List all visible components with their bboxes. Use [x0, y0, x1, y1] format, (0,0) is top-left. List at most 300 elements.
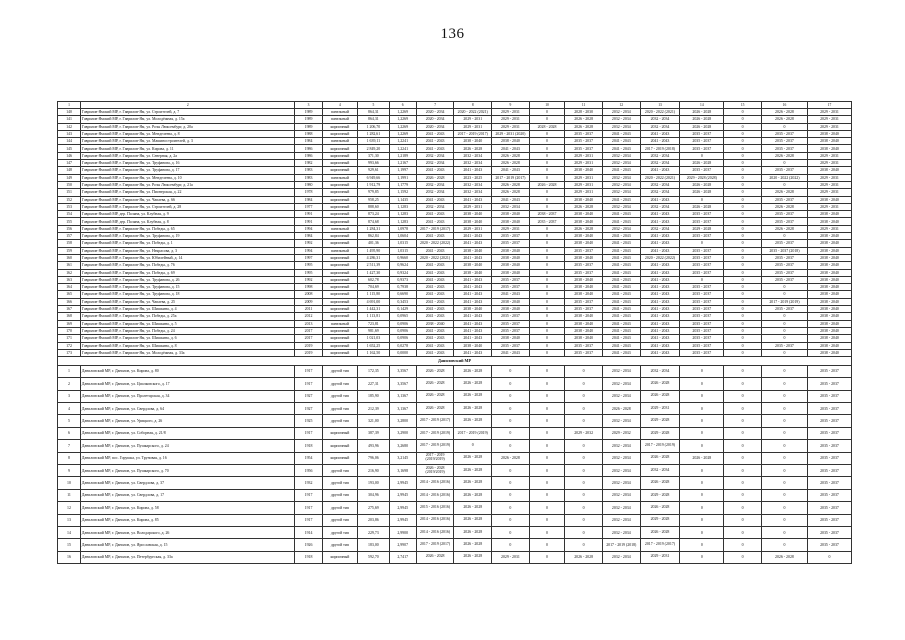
table-cell: 0,9324: [389, 269, 416, 276]
table-cell: 1984: [295, 196, 322, 203]
table-cell: 1 162,50: [358, 349, 389, 356]
table-row: [58, 465, 852, 477]
table-cell: 2035 - 2037: [807, 390, 851, 402]
table-cell: 146: [58, 152, 81, 159]
table-cell: 2017 - 2019 (2019): [640, 440, 680, 452]
table-cell: 1980: [295, 181, 322, 188]
table-cell: 0: [529, 440, 565, 452]
table-cell: 2035 - 2037: [492, 284, 530, 291]
table-cell: 2035 - 2037: [761, 254, 807, 261]
table-cell: 153: [58, 203, 81, 210]
table-cell: кирпичный: [322, 306, 358, 313]
table-row: [58, 291, 852, 298]
table-cell: 2017 - 2019 (2017): [416, 225, 454, 232]
table-cell: 2041 - 2043: [416, 196, 454, 203]
table-cell: 0: [761, 160, 807, 167]
table-cell: 2029 - 2031: [807, 203, 851, 210]
table-cell: 2038 - 2040: [807, 269, 851, 276]
table-cell: 2032 - 2034: [602, 203, 640, 210]
table-cell: другой тип: [322, 465, 358, 477]
table-cell: 2041 - 2043: [640, 138, 680, 145]
table-cell: 0: [529, 427, 565, 439]
table-row: [58, 427, 852, 439]
table-cell: 0,0906: [389, 320, 416, 327]
table-cell: 0: [761, 427, 807, 439]
table-cell: 2038 - 2040: [807, 167, 851, 174]
table-cell: 149: [58, 174, 81, 181]
table-cell: 2041 - 2043: [602, 145, 640, 152]
table-cell: 0: [565, 465, 603, 477]
table-cell: 2032 - 2034: [640, 225, 680, 232]
table-cell: 2029 - 2031: [454, 116, 492, 123]
table-cell: 2026 - 2028: [761, 203, 807, 210]
table-cell: панельный: [322, 225, 358, 232]
table-cell: 2026 - 2028: [454, 365, 492, 377]
table-cell: 2020 - 2022 (2022): [416, 240, 454, 247]
table-cell: 162: [58, 269, 81, 276]
table-cell: 2032 - 2034: [640, 189, 680, 196]
table-cell: 0,9660: [389, 254, 416, 261]
table-cell: 3,2900: [389, 427, 416, 439]
table-cell: 2026 - 2028: [680, 123, 724, 130]
table-cell: 1,0315: [389, 240, 416, 247]
table-cell: 0: [680, 390, 724, 402]
table-cell: 2041 - 2043: [602, 298, 640, 305]
table-cell: 172,35: [358, 365, 389, 377]
table-row: [58, 247, 852, 254]
table-cell: 0: [761, 489, 807, 501]
table-cell: 2 511,39: [358, 262, 389, 269]
table-cell: 2026 - 2028: [454, 452, 492, 464]
table-cell: 2041 - 2043: [416, 349, 454, 356]
table-cell: 0,0906: [389, 327, 416, 334]
table-cell: 0: [529, 145, 565, 152]
table-cell: 0: [680, 365, 724, 377]
table-cell: 0: [492, 465, 530, 477]
table-cell: 2014 - 2016 (2016): [416, 514, 454, 526]
table-cell: 2041 - 2043: [602, 233, 640, 240]
table-cell: 864,31: [358, 116, 389, 123]
table-cell: 2035 - 2037: [680, 247, 724, 254]
table-cell: 0: [724, 489, 762, 501]
table-cell: 141: [58, 116, 81, 123]
table-cell: 0: [761, 291, 807, 298]
table-cell: 2026 - 2028: [492, 160, 530, 167]
address-cell: Гаврилов-Ямский МР, г. Гаврилов-Ям, ул. Победы, д. 25а: [81, 313, 295, 320]
table-cell: 1989: [295, 116, 322, 123]
table-cell: 602,78: [358, 276, 389, 283]
table-cell: 1927: [295, 390, 322, 402]
table-cell: 2041 - 2043: [416, 269, 454, 276]
table-cell: 11: [58, 489, 81, 501]
table-cell: 2032 - 2034: [602, 477, 640, 489]
table-cell: кирпичный: [322, 427, 358, 439]
table-cell: панельный: [322, 247, 358, 254]
table-row: [58, 152, 852, 159]
table-cell: кирпичный: [322, 335, 358, 342]
table-cell: другой тип: [322, 477, 358, 489]
table-cell: 2041 - 2043: [492, 196, 530, 203]
table-cell: 1 495,90: [358, 247, 389, 254]
table-cell: 2020 - 2022 (2021): [640, 109, 680, 116]
table-cell: 0: [724, 390, 762, 402]
table-cell: 2032 - 2034: [602, 390, 640, 402]
table-cell: 2032 - 2034: [602, 489, 640, 501]
table-cell: 2041 - 2043: [640, 335, 680, 342]
table-cell: 0: [529, 291, 565, 298]
table-cell: 0: [529, 160, 565, 167]
table-cell: 2038 - 2040: [565, 211, 603, 218]
table-cell: 2038 - 2040: [807, 138, 851, 145]
table-row: [58, 167, 852, 174]
table-cell: другой тип: [322, 502, 358, 514]
table-cell: 2 849,20: [358, 145, 389, 152]
table-cell: 2032 - 2034: [602, 465, 640, 477]
table-cell: 0: [529, 109, 565, 116]
table-cell: 1,2189: [389, 152, 416, 159]
table-cell: 723,81: [358, 320, 389, 327]
table-cell: 2041 - 2043: [640, 298, 680, 305]
table-cell: 2038 - 2040: [454, 211, 492, 218]
table-row: [58, 211, 852, 218]
table-cell: 5: [58, 415, 81, 427]
table-cell: 2026 - 2028: [454, 378, 492, 390]
table-cell: 0: [529, 306, 565, 313]
table-cell: 2029 - 2031: [807, 116, 851, 123]
table-cell: 2041 - 2043: [640, 342, 680, 349]
table-cell: 1932: [295, 477, 322, 489]
table-cell: 0: [529, 269, 565, 276]
table-cell: 2029 - 2031: [492, 116, 530, 123]
table-cell: 592,70: [358, 551, 389, 563]
table-row: [58, 123, 852, 130]
table-cell: 3,3567: [389, 365, 416, 377]
table-cell: 0: [680, 415, 724, 427]
column-header: 12: [602, 102, 640, 109]
table-cell: 0: [680, 276, 724, 283]
table-cell: 2,7417: [389, 551, 416, 563]
table-cell: 0: [680, 477, 724, 489]
table-cell: 1983: [295, 167, 322, 174]
table-cell: 2032 - 2034: [602, 174, 640, 181]
table-cell: 2038 - 2040: [565, 335, 603, 342]
table-cell: 167: [58, 306, 81, 313]
table-row: [58, 254, 852, 261]
table-cell: 0: [565, 477, 603, 489]
table-cell: 2026 - 2028: [761, 109, 807, 116]
table-cell: 2026 - 2028: [454, 390, 492, 402]
table-cell: 371,30: [358, 152, 389, 159]
table-cell: 0: [761, 403, 807, 415]
table-cell: 873,24: [358, 211, 389, 218]
table-cell: 151: [58, 189, 81, 196]
table-cell: 10: [58, 477, 81, 489]
table-cell: кирпичный: [322, 130, 358, 137]
table-cell: 2020 - 2022 (2021): [454, 109, 492, 116]
table-cell: 2038 - 2040: [492, 247, 530, 254]
table-cell: 1918: [295, 551, 322, 563]
table-cell: 0: [529, 284, 565, 291]
column-header: 11: [565, 102, 603, 109]
table-cell: кирпичный: [322, 327, 358, 334]
table-cell: 0: [565, 440, 603, 452]
table-cell: 1977: [295, 203, 322, 210]
table-cell: 0: [529, 167, 565, 174]
table-cell: 2017 - 2019 (2019): [761, 298, 807, 305]
table-cell: 154: [58, 211, 81, 218]
table-cell: 2032 - 2034: [602, 123, 640, 130]
table-cell: 0: [529, 335, 565, 342]
column-header: 17: [807, 102, 851, 109]
table-cell: 164: [58, 284, 81, 291]
table-cell: 1,1592: [389, 189, 416, 196]
table-cell: 156: [58, 225, 81, 232]
table-cell: 2029 - 2028: [640, 514, 680, 526]
table-cell: 0: [492, 502, 530, 514]
table-cell: 0: [565, 539, 603, 551]
table-cell: 0: [529, 526, 565, 538]
table-cell: 0: [724, 342, 762, 349]
table-cell: 0: [565, 365, 603, 377]
table-cell: 1,2269: [389, 116, 416, 123]
address-cell: Гаврилов-Ямский МР, г. Гаврилов-Ям, ул. Труфанова, д. 26: [81, 276, 295, 283]
table-cell: 2041 - 2043: [602, 247, 640, 254]
table-cell: 0: [761, 327, 807, 334]
table-cell: 1,0315: [389, 247, 416, 254]
address-cell: Гаврилов-Ямский МР, г. Гаврилов-Ям, ул. Победы, д. 24: [81, 327, 295, 334]
table-cell: 0: [529, 225, 565, 232]
table-cell: 2032 - 2034: [602, 160, 640, 167]
table-cell: 2035 - 2037: [761, 342, 807, 349]
table-cell: 2011: [295, 306, 322, 313]
table-cell: 0,9624: [389, 262, 416, 269]
table-cell: 2038 - 2040: [807, 145, 851, 152]
table-cell: 2038 - 2040: [492, 306, 530, 313]
table-cell: 0: [492, 514, 530, 526]
table-cell: 2038 - 2040: [807, 313, 851, 320]
address-cell: Гаврилов-Ямский МР, г. Гаврилов-Ям, ул. Юбилейный, д. 14: [81, 254, 295, 261]
table-cell: кирпичный: [322, 145, 358, 152]
table-cell: 2026 - 2028: [454, 465, 492, 477]
table-cell: 0: [724, 181, 762, 188]
address-cell: Гаврилов-Ямский МР, г. Гаврилов-Ям, ул. Шишкина, д. 4: [81, 306, 295, 313]
table-cell: 3,1698: [389, 465, 416, 477]
table-cell: 993,66: [358, 160, 389, 167]
table-cell: 2008: [295, 291, 322, 298]
table-cell: 2038 - 2040: [807, 254, 851, 261]
table-cell: 9: [58, 465, 81, 477]
capital-repair-table: [57, 101, 852, 564]
table-cell: 2041 - 2043: [602, 211, 640, 218]
table-cell: 2029 - 2028: [640, 415, 680, 427]
table-cell: 2035 - 2037: [680, 262, 724, 269]
table-cell: 2026 - 2028: [454, 502, 492, 514]
table-cell: 0: [680, 196, 724, 203]
table-row: [58, 174, 852, 181]
address-cell: Гаврилов-Ямский МР, г. Гаврилов-Ям, ул. Шишкина, д. 8: [81, 342, 295, 349]
table-cell: 2026 - 2028: [761, 116, 807, 123]
table-cell: 2026 - 2028: [680, 109, 724, 116]
table-cell: 163: [58, 276, 81, 283]
table-cell: 155: [58, 218, 81, 225]
address-cell: Гаврилов-Ямский МР, г. Гаврилов-Ям, ул. Молодёжная, д. 33а: [81, 349, 295, 356]
table-cell: 0: [724, 174, 762, 181]
table-cell: 2041 - 2043: [640, 130, 680, 137]
table-cell: другой тип: [322, 403, 358, 415]
table-cell: 142: [58, 123, 81, 130]
table-cell: 2026 - 2028: [454, 551, 492, 563]
table-cell: 2035 - 2037: [807, 440, 851, 452]
table-cell: 2019: [295, 349, 322, 356]
table-cell: 2038 - 2040: [454, 306, 492, 313]
table-cell: 1,2241: [389, 138, 416, 145]
table-cell: 2026 - 2028: [529, 181, 565, 188]
table-cell: 1,2269: [389, 130, 416, 137]
table-cell: 0: [492, 365, 530, 377]
table-cell: 864,31: [358, 109, 389, 116]
table-cell: 2038 - 2040: [807, 349, 851, 356]
table-cell: 2032 - 2034: [454, 189, 492, 196]
table-cell: 0: [492, 415, 530, 427]
table-cell: 2041 - 2043: [602, 327, 640, 334]
table-cell: 2029 - 2031: [454, 203, 492, 210]
table-cell: 2026 - 2028: [680, 181, 724, 188]
table-row: [58, 276, 852, 283]
table-cell: 1989: [295, 123, 322, 130]
address-cell: Даниловский МР, г. Данилов, ул. Пушкарского, д. 24: [81, 440, 295, 452]
address-cell: Даниловский МР, г. Данилов, ул. Володарского, д. 26: [81, 526, 295, 538]
table-cell: кирпичный: [322, 211, 358, 218]
table-cell: 2041 - 2043: [416, 306, 454, 313]
table-cell: 0,0965: [389, 313, 416, 320]
table-cell: 1,1283: [389, 203, 416, 210]
table-cell: 2035 - 2037: [807, 365, 851, 377]
address-cell: Даниловский МР, г. Данилов, ул. Соборная, д. 21/8: [81, 427, 295, 439]
table-cell: 0: [761, 452, 807, 464]
table-cell: 161: [58, 262, 81, 269]
table-cell: 0: [761, 502, 807, 514]
table-cell: 2041 - 2043: [454, 349, 492, 356]
table-cell: 2020 - 2022 (2021): [640, 174, 680, 181]
table-cell: 1991: [295, 211, 322, 218]
table-cell: 2026 - 2028: [680, 116, 724, 123]
table-cell: кирпичный: [322, 298, 358, 305]
table-cell: 2041 - 2043: [416, 327, 454, 334]
section-title: Даниловский МР: [58, 357, 852, 366]
table-cell: 2038 - 2040: [807, 291, 851, 298]
column-header: 8: [454, 102, 492, 109]
table-cell: 2026 - 2028: [640, 526, 680, 538]
table-cell: 0: [724, 452, 762, 464]
table-cell: 2041 - 2043: [454, 320, 492, 327]
table-cell: 2041 - 2043: [640, 233, 680, 240]
table-cell: 4 691,00: [358, 298, 389, 305]
table-cell: 2041 - 2043: [454, 196, 492, 203]
table-cell: 0: [761, 335, 807, 342]
table-cell: 2041 - 2043: [602, 291, 640, 298]
table-cell: 2026 - 2028: [454, 415, 492, 427]
table-cell: другой тип: [322, 390, 358, 402]
table-cell: 2032 - 2034: [640, 203, 680, 210]
table-cell: 2038 - 2040: [807, 130, 851, 137]
table-cell: 3,2680: [389, 440, 416, 452]
table-cell: 2035 - 2037: [680, 342, 724, 349]
table-cell: 2038 - 2040: [565, 196, 603, 203]
table-cell: 172: [58, 342, 81, 349]
table-cell: 0,1429: [389, 306, 416, 313]
table-cell: 6 949,66: [358, 174, 389, 181]
table-cell: 0: [761, 390, 807, 402]
table-cell: 0: [492, 403, 530, 415]
table-cell: 493,96: [358, 440, 389, 452]
table-cell: 4: [58, 403, 81, 415]
table-cell: 2035 - 2037: [761, 145, 807, 152]
table-cell: 2041 - 2043: [640, 284, 680, 291]
table-cell: 0: [761, 378, 807, 390]
table-cell: 2,9907: [389, 539, 416, 551]
table-cell: 2035 - 2037: [492, 276, 530, 283]
table-header-row: [58, 102, 852, 109]
table-cell: 2: [58, 378, 81, 390]
table-cell: 2041 - 2043: [640, 262, 680, 269]
table-cell: 0: [761, 365, 807, 377]
table-cell: 2035 - 2037: [761, 218, 807, 225]
table-cell: 2035 - 2037: [680, 269, 724, 276]
table-cell: 2017 - 2019 (2019/2019): [416, 452, 454, 464]
table-cell: 2041 - 2043: [454, 276, 492, 283]
table-cell: 2032 - 2034: [416, 203, 454, 210]
table-cell: 0: [492, 427, 530, 439]
table-cell: 2035 - 2037: [680, 335, 724, 342]
table-cell: 2026 - 2028: [454, 539, 492, 551]
table-cell: 0: [724, 138, 762, 145]
table-cell: 2035 - 2037: [680, 138, 724, 145]
table-cell: 2041 - 2043: [416, 298, 454, 305]
table-cell: 2035 - 2037: [761, 211, 807, 218]
table-cell: 0: [724, 116, 762, 123]
table-cell: 0: [680, 427, 724, 439]
table-row: [58, 225, 852, 232]
table-cell: 2026 - 2028: [680, 203, 724, 210]
address-cell: Гаврилов-Ямский МР, г. Гаврилов-Ям, ул. Победы, д. 1: [81, 240, 295, 247]
table-cell: 2032 - 2034: [602, 526, 640, 538]
column-header: 1: [58, 102, 81, 109]
table-cell: 2041 - 2043: [416, 145, 454, 152]
table-cell: 2041 - 2043: [602, 138, 640, 145]
table-cell: 0: [565, 390, 603, 402]
table-cell: 0: [724, 477, 762, 489]
table-cell: 2032 - 2034: [602, 116, 640, 123]
table-cell: 2041 - 2043: [454, 298, 492, 305]
table-cell: 0: [680, 489, 724, 501]
address-cell: Даниловский МР, г. Данилов, ул. Кирова, д. 80: [81, 365, 295, 377]
table-cell: 0: [529, 130, 565, 137]
table-cell: 2038 - 2040: [454, 269, 492, 276]
table-cell: 2026 - 2028: [416, 551, 454, 563]
table-cell: 0: [529, 502, 565, 514]
table-cell: 2014 - 2016 (2016): [416, 489, 454, 501]
address-cell: Гаврилов-Ямский МР, г. Гаврилов-Ям, ул. Менделеева, д. 10: [81, 174, 295, 181]
table-cell: 2041 - 2043: [640, 211, 680, 218]
table-cell: 2041 - 2043: [492, 349, 530, 356]
table-cell: 1 427,30: [358, 269, 389, 276]
table-cell: 2038 - 2040: [807, 320, 851, 327]
table-cell: 1997: [295, 254, 322, 261]
table-cell: 2038 - 2040: [492, 211, 530, 218]
table-cell: 0: [761, 233, 807, 240]
table-cell: 2035 - 2037: [680, 291, 724, 298]
table-cell: 2038 - 2040: [565, 320, 603, 327]
